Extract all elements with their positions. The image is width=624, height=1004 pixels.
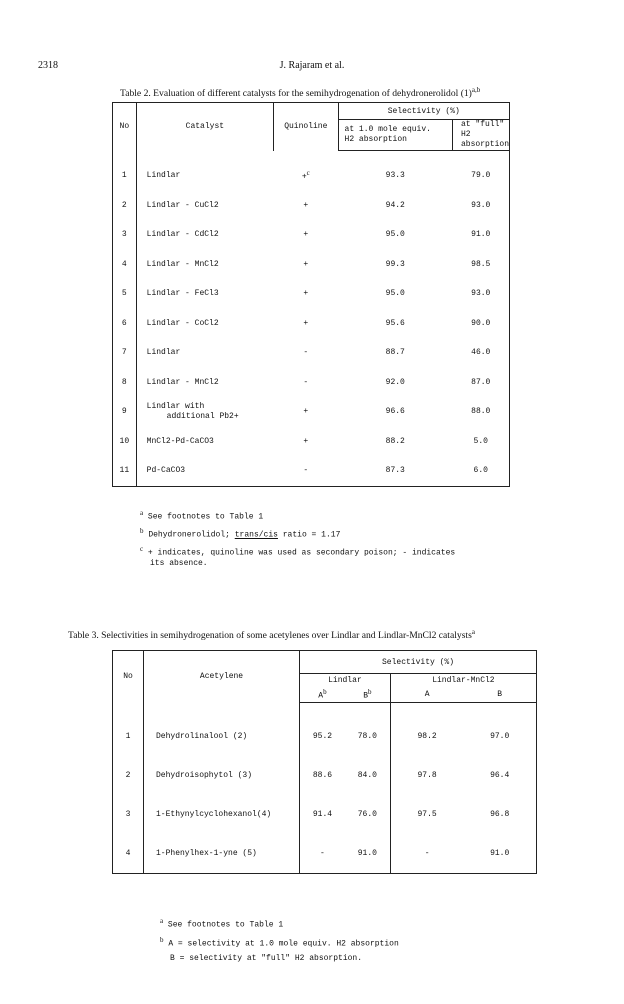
table2-cell-sel-a: 88.7 bbox=[385, 348, 405, 358]
table3-cell-mncl2-a: - bbox=[424, 849, 430, 858]
table2-cell-catalyst bbox=[136, 397, 273, 427]
page-number: 2318 bbox=[38, 60, 58, 71]
table3-cell-mncl2-b: 91.0 bbox=[490, 849, 510, 858]
table3-cell-acetylene: 1-Ethynylcyclohexanol(4) bbox=[144, 795, 300, 834]
table2-catalyst-line2: additional Pb2+ bbox=[166, 411, 239, 421]
table2-cell-sel-a: 99.3 bbox=[385, 259, 405, 269]
table3-cell-lindlar-a: 91.4 bbox=[312, 810, 333, 819]
table3-cell-mncl2-b: 96.8 bbox=[490, 810, 510, 819]
footnote-text-end: ratio = 1.17 bbox=[277, 530, 341, 540]
table2-cell-no: 6 bbox=[113, 309, 137, 339]
table3-cell-acetylene: Dehydroisophytol (3) bbox=[144, 756, 300, 795]
table2-header-sel-a bbox=[338, 120, 452, 151]
table3-cell-lindlar-b: 84.0 bbox=[345, 756, 390, 795]
table2-cell-no: 1 bbox=[113, 161, 137, 191]
table2-cell-quinoline: - bbox=[303, 348, 309, 358]
table2-cell-catalyst: Lindlar bbox=[146, 348, 181, 358]
table3-header-lindlar-b bbox=[345, 686, 390, 703]
table2-cell-quinoline: + bbox=[303, 200, 309, 210]
table2-quinoline-value: + bbox=[301, 173, 307, 183]
table2 bbox=[112, 102, 510, 487]
table2-quinoline-mark: c bbox=[306, 169, 310, 178]
table-row bbox=[113, 338, 510, 368]
table3-cell-lindlar-a: - bbox=[320, 849, 325, 858]
footnote-mark: b bbox=[160, 936, 164, 944]
table3-cell-lindlar-b: 78.0 bbox=[345, 717, 390, 756]
table-row bbox=[113, 220, 510, 250]
table2-cell-sel-a: 87.3 bbox=[385, 466, 405, 476]
table3-cell-no: 4 bbox=[113, 834, 144, 874]
table2-cell-no: 11 bbox=[113, 456, 137, 486]
table-row bbox=[113, 717, 537, 756]
table2-header-sel-b-line2: H2 absorption bbox=[460, 130, 509, 149]
table2-cell-catalyst: Pd-CaCO3 bbox=[146, 466, 186, 476]
table3-header-selectivity: Selectivity (%) bbox=[300, 651, 537, 674]
table3-cell-lindlar-a: 88.6 bbox=[312, 771, 333, 780]
table2-header-catalyst: Catalyst bbox=[136, 103, 273, 151]
table2-cell-sel-a: 95.6 bbox=[385, 318, 405, 328]
table2-cell-no: 7 bbox=[113, 338, 137, 368]
table2-cell-sel-b: 93.0 bbox=[471, 200, 491, 210]
table2-header-sel-a-line1: at 1.0 mole equiv. bbox=[344, 125, 431, 134]
table2-cell-sel-b: 98.5 bbox=[471, 259, 491, 269]
table2-cell-sel-a: 95.0 bbox=[385, 289, 405, 299]
footnote-text: + indicates, quinoline was used as secondary poison; - indicates bbox=[147, 548, 456, 558]
table3-header-lindlar: Lindlar bbox=[300, 674, 391, 687]
table2-cell-catalyst: MnCl2-Pd-CaCO3 bbox=[146, 436, 214, 446]
running-head: J. Rajaram et al. bbox=[279, 60, 345, 71]
footnote-mark: a bbox=[160, 917, 164, 925]
table2-cell-sel-a: 88.2 bbox=[385, 436, 405, 446]
table2-cell-catalyst: Lindlar - CoCl2 bbox=[146, 318, 219, 328]
table3-header-acetylene: Acetylene bbox=[144, 651, 300, 703]
table3-cell-mncl2-a: 97.8 bbox=[417, 771, 437, 780]
table2-header-quinoline: Quinoline bbox=[274, 103, 338, 151]
table3-footnote-b-line2: B = selectivity at "full" H2 absorption. bbox=[170, 954, 363, 963]
table3-cell-lindlar-a: 95.2 bbox=[312, 732, 333, 741]
table2-cell-quinoline: + bbox=[303, 436, 309, 446]
footnote-underlined: trans/cis bbox=[234, 530, 278, 540]
table2-header-no: No bbox=[113, 103, 137, 151]
table2-cell-quinoline bbox=[274, 161, 338, 191]
table3-header-no: No bbox=[113, 651, 144, 703]
table2-cell-catalyst: Lindlar - MnCl2 bbox=[146, 377, 219, 387]
table2-cell-sel-b: 87.0 bbox=[471, 377, 491, 387]
table2-cell-catalyst: Lindlar - CuCl2 bbox=[146, 200, 219, 210]
table-row bbox=[113, 309, 510, 339]
table2-cell-quinoline: + bbox=[303, 407, 309, 417]
table-row bbox=[113, 456, 510, 486]
footnote-text: Dehydronerolidol; bbox=[148, 530, 235, 540]
table2-cell-catalyst: Lindlar - CdCl2 bbox=[146, 230, 219, 240]
table2-cell-quinoline: - bbox=[303, 377, 309, 387]
table2-cell-sel-b: 79.0 bbox=[471, 171, 491, 181]
table2-cell-no: 9 bbox=[113, 397, 137, 427]
table2-header-sel-b-line1: at "full" bbox=[460, 120, 505, 129]
footnote-mark: a bbox=[140, 509, 144, 517]
table2-cell-sel-b: 90.0 bbox=[471, 318, 491, 328]
table-row bbox=[113, 397, 510, 427]
table3-cell-no: 2 bbox=[113, 756, 144, 795]
table3-footnote-b bbox=[160, 935, 399, 950]
table2-cell-quinoline: + bbox=[303, 289, 309, 299]
footnote-mark: b bbox=[140, 527, 144, 535]
table2-catalyst-line1: Lindlar with bbox=[146, 401, 205, 411]
table2-cell-sel-b: 46.0 bbox=[471, 348, 491, 358]
table2-cell-sel-b: 6.0 bbox=[473, 466, 488, 476]
footnote-text: See footnotes to Table 1 bbox=[147, 512, 264, 522]
table-row bbox=[113, 250, 510, 280]
table2-cell-no: 4 bbox=[113, 250, 137, 280]
table3-caption bbox=[68, 628, 475, 641]
table3-cell-acetylene: 1-Phenylhex-1-yne (5) bbox=[144, 834, 300, 874]
table3-cell-mncl2-b: 96.4 bbox=[490, 771, 510, 780]
table3 bbox=[112, 650, 537, 874]
table2-cell-sel-a: 92.0 bbox=[385, 377, 405, 387]
table2-cell-sel-a: 94.2 bbox=[385, 200, 405, 210]
table2-cell-sel-b: 93.0 bbox=[471, 289, 491, 299]
table2-cell-no: 2 bbox=[113, 191, 137, 221]
table3-footnote-a bbox=[160, 916, 283, 931]
table3-cell-no: 1 bbox=[113, 717, 144, 756]
table3-header-lindlar-a bbox=[300, 686, 345, 703]
table2-cell-sel-b: 91.0 bbox=[471, 230, 491, 240]
table2-cell-no: 8 bbox=[113, 368, 137, 398]
table2-cell-catalyst: Lindlar bbox=[146, 171, 181, 181]
table2-cell-quinoline: + bbox=[303, 230, 309, 240]
table-row bbox=[113, 161, 510, 191]
table-row bbox=[113, 756, 537, 795]
sub-mark: b bbox=[368, 687, 372, 696]
table3-header-lindlar-mncl2: Lindlar-MnCl2 bbox=[432, 675, 495, 685]
table2-cell-catalyst: Lindlar - MnCl2 bbox=[146, 259, 219, 269]
table2-caption bbox=[120, 86, 480, 99]
table2-cell-sel-b: 5.0 bbox=[473, 436, 488, 446]
table3-cell-mncl2-a: 97.5 bbox=[417, 810, 437, 819]
table2-header-sel-a-line2: H2 absorption bbox=[344, 135, 407, 144]
table-row bbox=[113, 834, 537, 874]
table3-caption-mark: a bbox=[471, 628, 475, 636]
table2-caption-text: Table 2. Evaluation of different catalysts for the semihydrogenation of dehydronerolidol (1) bbox=[120, 88, 472, 100]
table3-cell-no: 3 bbox=[113, 795, 144, 834]
table3-cell-mncl2-b: 97.0 bbox=[490, 732, 510, 741]
table2-header-sel-b bbox=[452, 120, 509, 151]
footnote-mark: c bbox=[140, 545, 144, 553]
table3-header-mncl2-b: B bbox=[463, 686, 536, 703]
table2-cell-sel-a: 95.0 bbox=[385, 230, 405, 240]
table2-footnote-a bbox=[140, 508, 263, 523]
table2-caption-marks: a,b bbox=[471, 86, 481, 94]
table2-cell-quinoline: + bbox=[303, 318, 309, 328]
footnote-text-line2: its absence. bbox=[150, 558, 208, 568]
sub-label: B bbox=[363, 691, 369, 701]
table2-cell-quinoline: - bbox=[303, 466, 309, 476]
footnote-text: A = selectivity at 1.0 mole equiv. H2 absorption bbox=[168, 939, 399, 949]
table2-cell-sel-b: 88.0 bbox=[471, 407, 491, 417]
table-row bbox=[113, 368, 510, 398]
table3-cell-lindlar-b: 91.0 bbox=[345, 834, 390, 874]
table-row bbox=[113, 795, 537, 834]
table3-cell-lindlar-b: 76.0 bbox=[345, 795, 390, 834]
table-row bbox=[113, 427, 510, 457]
footnote-text: See footnotes to Table 1 bbox=[167, 920, 284, 930]
table2-cell-sel-a: 96.6 bbox=[385, 407, 405, 417]
table3-header-mncl2-a: A bbox=[390, 686, 463, 703]
table2-footnote-c bbox=[140, 544, 455, 569]
table2-cell-no: 5 bbox=[113, 279, 137, 309]
table2-cell-quinoline: + bbox=[303, 259, 309, 269]
table-row bbox=[113, 191, 510, 221]
table2-header-selectivity: Selectivity (%) bbox=[338, 103, 509, 120]
table2-cell-sel-a: 93.3 bbox=[385, 171, 405, 181]
table-row bbox=[113, 279, 510, 309]
table3-cell-acetylene: Dehydrolinalool (2) bbox=[144, 717, 300, 756]
table2-cell-no: 10 bbox=[113, 427, 137, 457]
sub-mark: b bbox=[323, 687, 327, 696]
table3-cell-mncl2-a: 98.2 bbox=[417, 732, 437, 741]
table2-cell-no: 3 bbox=[113, 220, 137, 250]
table2-cell-catalyst: Lindlar - FeCl3 bbox=[146, 289, 219, 299]
table3-caption-text: Table 3. Selectivities in semihydrogenation of some acetylenes over Lindlar and Lindlar-MnCl2 catalysts bbox=[68, 630, 472, 642]
table2-footnote-b bbox=[140, 526, 340, 541]
sub-label: A bbox=[318, 691, 324, 701]
